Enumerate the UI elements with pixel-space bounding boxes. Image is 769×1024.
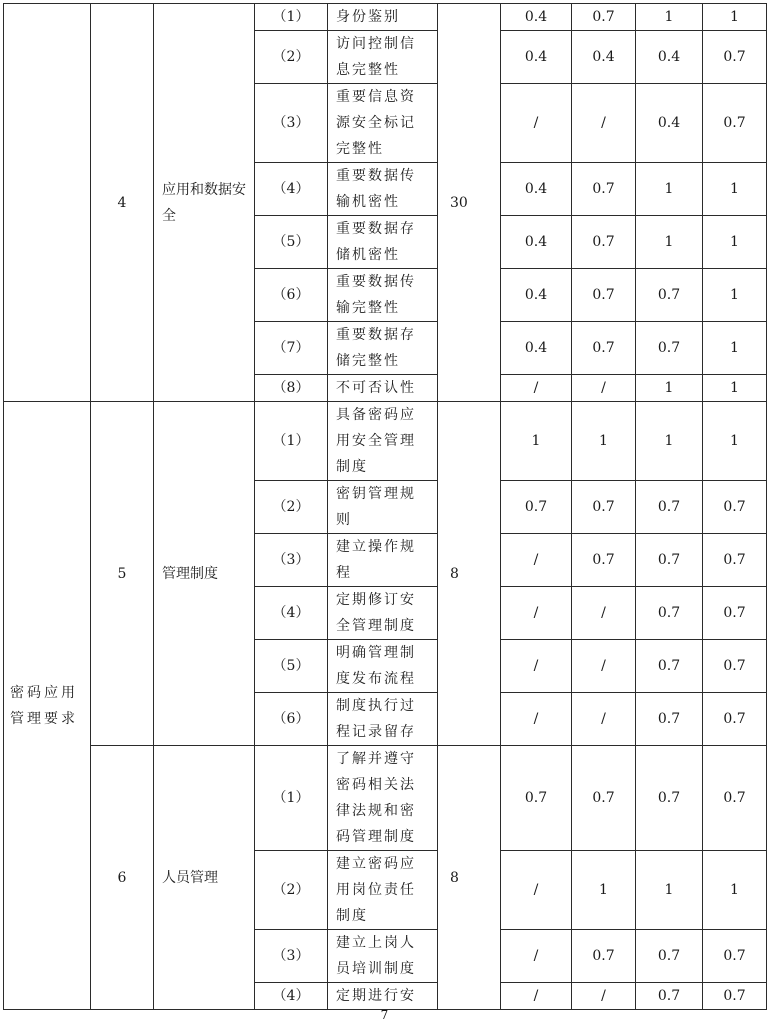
weight-level-1: /	[501, 534, 572, 587]
item-description: 重要数据存储机密性	[328, 216, 438, 269]
item-index: （1）	[255, 4, 328, 31]
weight-level-2: 0.7	[572, 269, 636, 322]
item-index: （6）	[255, 693, 328, 746]
weight-level-4: 0.7	[703, 983, 767, 1010]
weight-level-2: /	[572, 983, 636, 1010]
weight-level-2: /	[572, 84, 636, 163]
weight-level-2: 0.7	[572, 534, 636, 587]
weight-level-3: 0.7	[636, 481, 703, 534]
weight-level-4: 1	[703, 402, 767, 481]
item-description: 身份鉴别	[328, 4, 438, 31]
item-description: 了解并遵守密码相关法律法规和密码管理制度	[328, 746, 438, 851]
item-description: 不可否认性	[328, 375, 438, 402]
item-description: 建立操作规程	[328, 534, 438, 587]
weight-level-2: 1	[572, 402, 636, 481]
weight-level-3: 0.7	[636, 746, 703, 851]
weight-level-4: 0.7	[703, 640, 767, 693]
item-description: 制度执行过程记录留存	[328, 693, 438, 746]
weight-level-2: /	[572, 640, 636, 693]
weight-level-2: /	[572, 375, 636, 402]
weight-level-4: 0.7	[703, 930, 767, 983]
weight-level-2: 0.7	[572, 163, 636, 216]
weight-level-3: 1	[636, 4, 703, 31]
item-index: （1）	[255, 402, 328, 481]
weight-level-1: 0.4	[501, 4, 572, 31]
weight-level-3: 0.7	[636, 640, 703, 693]
weight-level-1: /	[501, 851, 572, 930]
item-index: （2）	[255, 31, 328, 84]
weight-level-2: 0.7	[572, 322, 636, 375]
requirements-table	[3, 3, 767, 1010]
category-cell: 密码应用管理要求	[4, 402, 91, 1010]
group-score: 8	[438, 402, 501, 746]
weight-level-4: 1	[703, 4, 767, 31]
weight-level-4: 0.7	[703, 693, 767, 746]
weight-level-3: 1	[636, 163, 703, 216]
weight-level-4: 1	[703, 163, 767, 216]
item-description: 具备密码应用安全管理制度	[328, 402, 438, 481]
item-index: （2）	[255, 851, 328, 930]
weight-level-3: 0.7	[636, 534, 703, 587]
group-number: 6	[91, 746, 154, 1010]
table-row	[4, 402, 767, 481]
weight-level-1: 0.4	[501, 216, 572, 269]
item-index: （4）	[255, 163, 328, 216]
weight-level-3: 1	[636, 851, 703, 930]
weight-level-1: /	[501, 84, 572, 163]
weight-level-3: 0.4	[636, 84, 703, 163]
weight-level-1: 1	[501, 402, 572, 481]
weight-level-4: 1	[703, 322, 767, 375]
item-index: （8）	[255, 375, 328, 402]
weight-level-1: 0.4	[501, 322, 572, 375]
item-description: 重要数据存储完整性	[328, 322, 438, 375]
item-index: （6）	[255, 269, 328, 322]
item-index: （5）	[255, 216, 328, 269]
item-description: 明确管理制度发布流程	[328, 640, 438, 693]
weight-level-4: 1	[703, 216, 767, 269]
item-description: 密钥管理规则	[328, 481, 438, 534]
weight-level-3: 1	[636, 216, 703, 269]
group-name: 人员管理	[154, 746, 255, 1010]
item-description: 定期修订安全管理制度	[328, 587, 438, 640]
weight-level-4: 1	[703, 375, 767, 402]
item-description: 访问控制信息完整性	[328, 31, 438, 84]
weight-level-4: 0.7	[703, 534, 767, 587]
weight-level-2: 1	[572, 851, 636, 930]
item-index: （4）	[255, 587, 328, 640]
weight-level-4: 1	[703, 851, 767, 930]
weight-level-4: 1	[703, 269, 767, 322]
item-index: （4）	[255, 983, 328, 1010]
item-index: （5）	[255, 640, 328, 693]
item-description: 建立密码应用岗位责任制度	[328, 851, 438, 930]
group-name: 管理制度	[154, 402, 255, 746]
item-index: （2）	[255, 481, 328, 534]
group-number: 4	[91, 4, 154, 402]
weight-level-4: 0.7	[703, 587, 767, 640]
weight-level-1: 0.4	[501, 269, 572, 322]
item-description: 建立上岗人员培训制度	[328, 930, 438, 983]
weight-level-1: /	[501, 375, 572, 402]
weight-level-1: /	[501, 930, 572, 983]
weight-level-2: /	[572, 693, 636, 746]
weight-level-1: /	[501, 587, 572, 640]
weight-level-4: 0.7	[703, 746, 767, 851]
group-number: 5	[91, 402, 154, 746]
weight-level-1: 0.4	[501, 163, 572, 216]
weight-level-3: 1	[636, 402, 703, 481]
weight-level-3: 0.7	[636, 322, 703, 375]
weight-level-2: 0.4	[572, 31, 636, 84]
item-description: 重要数据传输完整性	[328, 269, 438, 322]
weight-level-2: 0.7	[572, 746, 636, 851]
item-description: 重要信息资源安全标记完整性	[328, 84, 438, 163]
weight-level-4: 0.7	[703, 31, 767, 84]
weight-level-1: 0.7	[501, 481, 572, 534]
item-index: （7）	[255, 322, 328, 375]
category-cell-empty	[4, 4, 91, 402]
weight-level-1: /	[501, 983, 572, 1010]
weight-level-2: 0.7	[572, 481, 636, 534]
weight-level-2: 0.7	[572, 930, 636, 983]
item-index: （3）	[255, 84, 328, 163]
table-row	[4, 746, 767, 851]
weight-level-3: 0.7	[636, 693, 703, 746]
weight-level-1: 0.7	[501, 746, 572, 851]
group-score: 8	[438, 746, 501, 1010]
item-index: （1）	[255, 746, 328, 851]
weight-level-3: 1	[636, 375, 703, 402]
item-description: 重要数据传输机密性	[328, 163, 438, 216]
weight-level-2: /	[572, 587, 636, 640]
weight-level-3: 0.4	[636, 31, 703, 84]
weight-level-3: 0.7	[636, 930, 703, 983]
weight-level-3: 0.7	[636, 587, 703, 640]
weight-level-1: /	[501, 640, 572, 693]
weight-level-2: 0.7	[572, 4, 636, 31]
group-score: 30	[438, 4, 501, 402]
weight-level-3: 0.7	[636, 983, 703, 1010]
weight-level-1: 0.4	[501, 31, 572, 84]
weight-level-1: /	[501, 693, 572, 746]
table-row	[4, 4, 767, 31]
item-index: （3）	[255, 930, 328, 983]
page-number: 7	[380, 1008, 389, 1022]
item-description: 定期进行安	[328, 983, 438, 1010]
item-index: （3）	[255, 534, 328, 587]
weight-level-3: 0.7	[636, 269, 703, 322]
weight-level-4: 0.7	[703, 84, 767, 163]
group-name: 应用和数据安全	[154, 4, 255, 402]
weight-level-4: 0.7	[703, 481, 767, 534]
weight-level-2: 0.7	[572, 216, 636, 269]
